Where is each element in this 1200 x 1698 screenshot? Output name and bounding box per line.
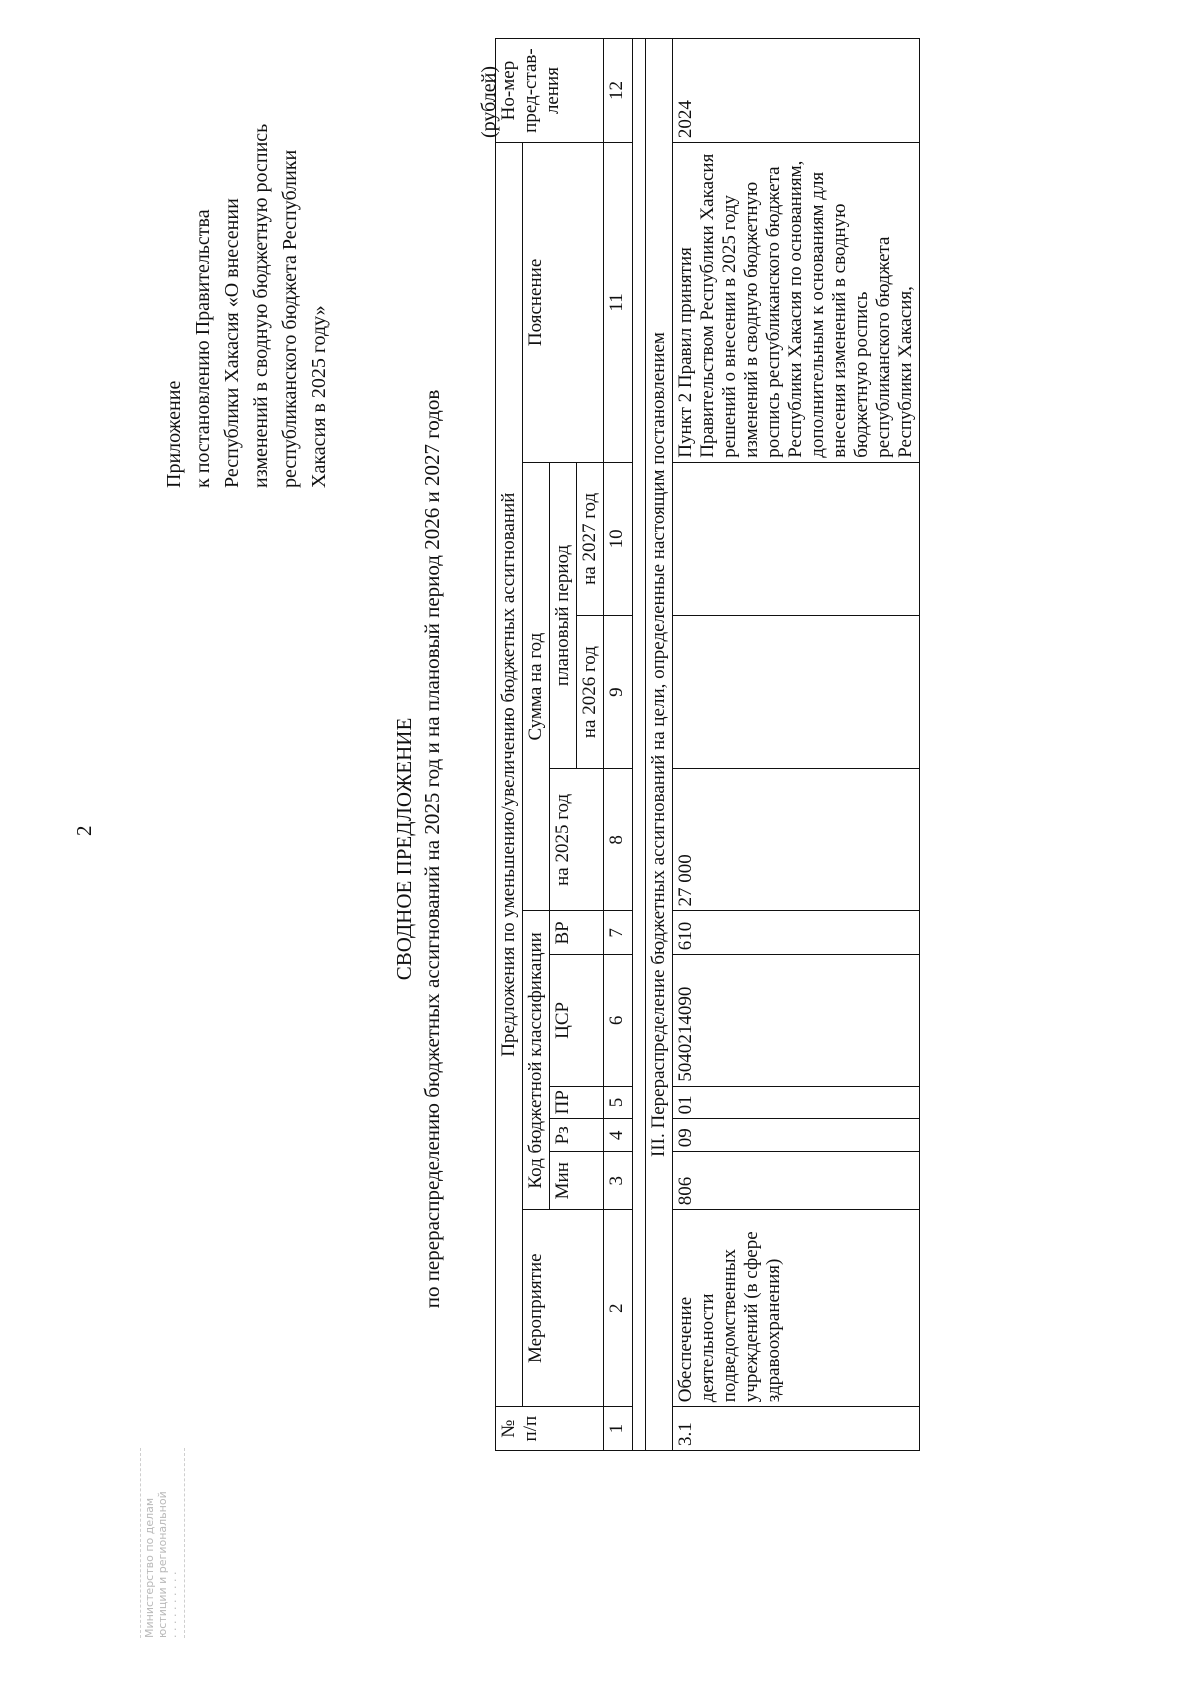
- cell-2025: 27 000: [673, 769, 920, 911]
- header-sum: Сумма на год: [523, 462, 550, 911]
- header-planned: плановый период: [550, 462, 577, 768]
- column-number: 1: [604, 1407, 633, 1451]
- header-2027: на 2027 год: [577, 462, 604, 615]
- cell-explanation: Пункт 2 Правил принятия Правительством Республики Хакасия решений о внесении в 2025 году изменений в сводную бюджетную роспись республиканского бюджета Республики Хакасия по основаниям, дополнительным к основаниям для внесения изменений в сводную бюджетную роспись республиканского бюджета Республики Хакасия,: [673, 143, 920, 463]
- document-title: [390, 0, 446, 1698]
- appendix-block: [160, 18, 334, 488]
- stamp-line: Министерство по делам: [143, 1497, 156, 1638]
- cell-2027: [673, 462, 920, 615]
- header-measure: Мероприятие: [523, 1210, 604, 1407]
- column-number: 12: [604, 39, 633, 143]
- title-sub: по перераспределению бюджетных ассигнований на 2025 год и на плановый период 2026 и 2027 годов: [420, 389, 444, 1309]
- header-proposals: Предложения по уменьшению/увеличению бюджетных ассигнований: [496, 143, 523, 1407]
- appendix-line: изменений в сводную бюджетную роспись: [250, 123, 272, 488]
- header-rz: Рз: [550, 1119, 604, 1152]
- cell-submission: 2024: [673, 39, 920, 143]
- header-2026: на 2026 год: [577, 615, 604, 768]
- cell-pr: 01: [673, 1086, 920, 1119]
- column-number: 5: [604, 1086, 633, 1119]
- column-number: 9: [604, 615, 633, 768]
- header-2025: на 2025 год: [550, 769, 604, 911]
- header-vr: ВР: [550, 911, 604, 955]
- cell-min: 806: [673, 1152, 920, 1210]
- column-number: 4: [604, 1119, 633, 1152]
- header-code: Код бюджетной классификации: [523, 911, 550, 1210]
- cell-rz: 09: [673, 1119, 920, 1152]
- table-row: [673, 39, 920, 1451]
- column-number: 10: [604, 462, 633, 615]
- cell-2026: [673, 615, 920, 768]
- header-submission: Но-мер пред-став-ления: [496, 39, 604, 143]
- header-explanation: Пояснение: [523, 143, 604, 463]
- section-title: III. Перераспределение бюджетных ассигнований на цели, определенные настоящим постановлением: [646, 39, 673, 1451]
- column-number-row: [604, 39, 633, 1451]
- cell-csr: 5040214090: [673, 955, 920, 1086]
- stamp-line: юстиции и региональной: [156, 1491, 169, 1638]
- unit-label: (рублей): [478, 65, 500, 138]
- header-min: Мин: [550, 1152, 604, 1210]
- cell-num: 3.1: [673, 1407, 920, 1451]
- header-pr: ПР: [550, 1086, 604, 1119]
- cell-vr: 610: [673, 911, 920, 955]
- cell-measure: Обеспечение деятельности подведомственных учреждений (в сфере здравоохранения): [673, 1210, 920, 1407]
- column-number: 3: [604, 1152, 633, 1210]
- appendix-line: Республики Хакасия «О внесении: [221, 198, 243, 488]
- appendix-line: Приложение: [163, 380, 185, 488]
- column-number: 11: [604, 143, 633, 463]
- ministry-stamp: [140, 1448, 185, 1638]
- stamp-line: · · · · · · · · · ·: [169, 1571, 182, 1638]
- column-number: 6: [604, 955, 633, 1086]
- appendix-line: Хакасия в 2025 году»: [308, 305, 330, 488]
- column-number: 8: [604, 769, 633, 911]
- title-main: СВОДНОЕ ПРЕДЛОЖЕНИЕ: [392, 717, 416, 981]
- header-num: № п/п: [496, 1407, 604, 1451]
- column-number: 7: [604, 911, 633, 955]
- budget-table: [495, 38, 920, 1451]
- appendix-line: республиканского бюджета Республики: [279, 149, 301, 488]
- section-row: [646, 39, 673, 1451]
- appendix-line: к постановлению Правительства: [192, 209, 214, 488]
- page-number: 2: [72, 825, 96, 836]
- header-csr: ЦСР: [550, 955, 604, 1086]
- table-gap: [633, 39, 646, 1451]
- column-number: 2: [604, 1210, 633, 1407]
